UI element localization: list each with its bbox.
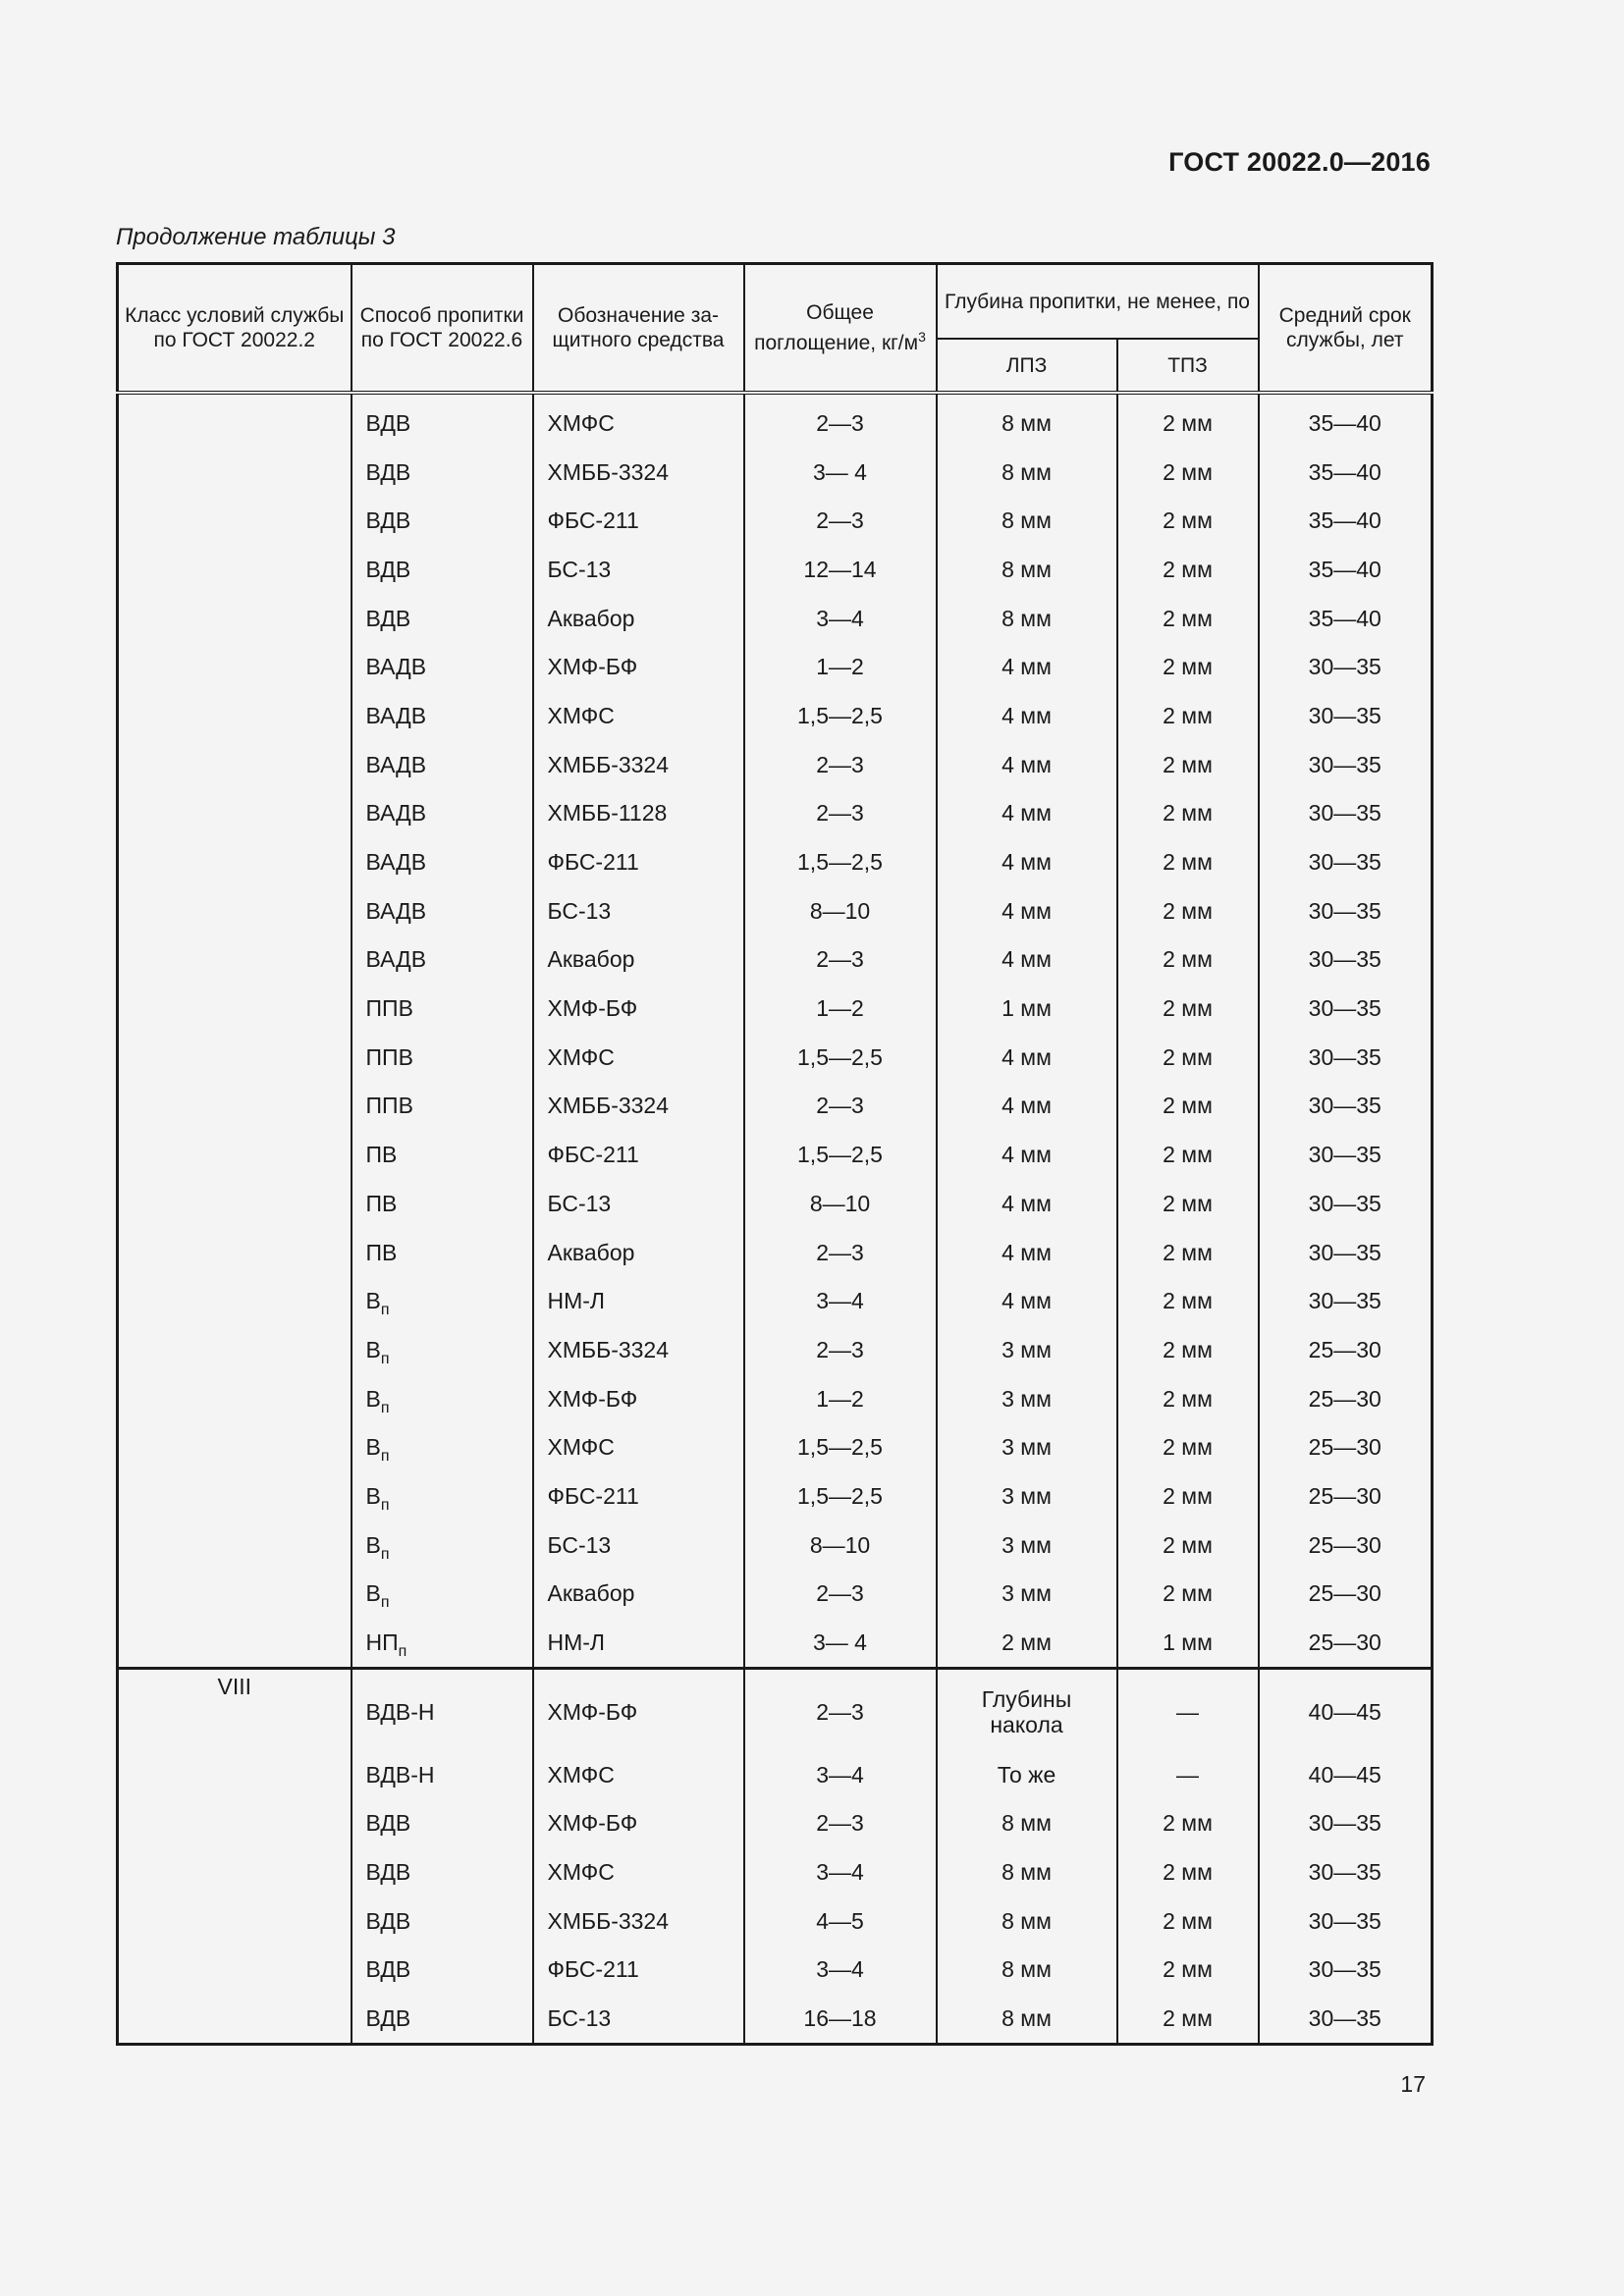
cell-absorption: 16—18 [744,1994,937,2044]
method-text: ВДВ [365,605,411,631]
cell-agent: ХМФС [533,1422,744,1471]
cell-agent: ФБС-211 [533,1471,744,1521]
method-text: ВДВ [365,1907,411,1934]
cell-method [352,1325,533,1374]
cell-class [118,393,352,1668]
cell-tpz: 2 мм [1117,1325,1259,1374]
cell-life: 30—35 [1259,1033,1433,1082]
cell-tpz: 2 мм [1117,740,1259,789]
cell-absorption: 2—3 [744,1082,937,1131]
cell-method [352,1082,533,1131]
cell-tpz: 2 мм [1117,1130,1259,1179]
method-text: В [365,1434,381,1461]
cell-lpz: 4 мм [937,1228,1117,1277]
cell-method [352,789,533,838]
cell-agent: ХМФС [533,1033,744,1082]
cell-tpz: — [1117,1668,1259,1750]
cell-method [352,1668,533,1750]
cell-agent: БС-13 [533,1521,744,1570]
method-text: ППВ [365,1093,413,1119]
cell-absorption: 1—2 [744,1374,937,1423]
cell-method [352,837,533,886]
table-caption: Продолжение таблицы 3 [116,224,396,250]
method-subscript: п [380,1448,390,1466]
cell-agent: ФБС-211 [533,837,744,886]
method-text: В [365,1531,381,1558]
cell-life: 30—35 [1259,1896,1433,1946]
table-row [118,1668,1433,1750]
cell-absorption: 2—3 [744,789,937,838]
cell-method [352,1130,533,1179]
cell-method [352,594,533,643]
cell-absorption: 1,5—2,5 [744,837,937,886]
cell-lpz: 4 мм [937,935,1117,985]
cell-lpz: 3 мм [937,1422,1117,1471]
cell-method [352,642,533,691]
cell-method [352,1422,533,1471]
cell-agent: НМ-Л [533,1276,744,1325]
method-subscript: п [380,1302,390,1319]
cell-agent: НМ-Л [533,1618,744,1668]
cell-tpz: 2 мм [1117,496,1259,545]
cell-agent: ХМББ-3324 [533,1082,744,1131]
method-text: ВДВ [365,409,411,436]
cell-tpz: 2 мм [1117,1521,1259,1570]
header-absorption-sup: 3 [918,329,926,345]
cell-agent: ХМББ-1128 [533,789,744,838]
cell-absorption: 1,5—2,5 [744,1033,937,1082]
cell-lpz: 3 мм [937,1471,1117,1521]
cell-life: 30—35 [1259,1799,1433,1848]
cell-tpz: 2 мм [1117,984,1259,1033]
cell-lpz: 8 мм [937,1994,1117,2044]
cell-tpz: 2 мм [1117,1471,1259,1521]
method-subscript: п [380,1594,390,1612]
cell-method [352,1033,533,1082]
cell-agent: ФБС-211 [533,1946,744,1995]
cell-method [352,740,533,789]
cell-agent: ХМББ-3324 [533,1325,744,1374]
method-text: ВДВ-Н [365,1761,435,1788]
method-text: ВАДВ [365,702,427,728]
cell-absorption: 2—3 [744,1228,937,1277]
cell-absorption: 8—10 [744,1521,937,1570]
cell-life: 30—35 [1259,1130,1433,1179]
cell-lpz: 4 мм [937,1130,1117,1179]
cell-life: 30—35 [1259,1228,1433,1277]
cell-life: 30—35 [1259,789,1433,838]
method-text: ППВ [365,1043,413,1070]
cell-agent: ХМФ-БФ [533,1799,744,1848]
header-life: Средний срок службы, лет [1259,264,1433,394]
cell-lpz: 8 мм [937,1946,1117,1995]
cell-method [352,1799,533,1848]
cell-tpz: 2 мм [1117,1033,1259,1082]
header-absorption-text: Общее поглощение, кг/м [754,301,919,354]
cell-absorption: 2—3 [744,1325,937,1374]
cell-method [352,1618,533,1668]
method-text: ВДВ [365,556,411,582]
cell-tpz: 2 мм [1117,1276,1259,1325]
method-text: ВДВ-Н [365,1698,435,1725]
cell-agent: ХМББ-3324 [533,1896,744,1946]
cell-lpz: 4 мм [937,642,1117,691]
cell-life: 30—35 [1259,886,1433,935]
header-lpz: ЛПЗ [937,339,1117,393]
cell-tpz: 2 мм [1117,642,1259,691]
treatment-table [116,262,1434,2046]
method-text: ВДВ [365,2005,411,2032]
table-header [118,264,1433,394]
method-text: ВАДВ [365,946,427,973]
cell-tpz: 2 мм [1117,1374,1259,1423]
cell-agent: БС-13 [533,545,744,594]
cell-life: 40—45 [1259,1668,1433,1750]
cell-life: 30—35 [1259,935,1433,985]
cell-lpz: 8 мм [937,1799,1117,1848]
cell-agent: ХМФ-БФ [533,984,744,1033]
cell-lpz: 8 мм [937,1847,1117,1896]
cell-lpz: 8 мм [937,448,1117,497]
cell-method [352,545,533,594]
cell-life: 30—35 [1259,837,1433,886]
cell-tpz: 2 мм [1117,1994,1259,2044]
cell-life: 25—30 [1259,1471,1433,1521]
cell-absorption: 1,5—2,5 [744,1471,937,1521]
cell-tpz: 2 мм [1117,1422,1259,1471]
header-depth: Глубина пропитки, не менее, по [937,264,1259,340]
cell-agent: Аквабор [533,594,744,643]
method-text: В [365,1385,381,1412]
cell-life: 25—30 [1259,1374,1433,1423]
cell-lpz: 8 мм [937,496,1117,545]
cell-absorption: 3— 4 [744,448,937,497]
cell-absorption: 2—3 [744,1570,937,1619]
method-text: ППВ [365,995,413,1022]
document-code: ГОСТ 20022.0—2016 [1168,147,1431,177]
method-text: ВАДВ [365,897,427,924]
cell-agent: ХМФ-БФ [533,642,744,691]
cell-absorption: 12—14 [744,545,937,594]
cell-agent: ФБС-211 [533,496,744,545]
cell-lpz: 4 мм [937,1276,1117,1325]
cell-tpz: 2 мм [1117,1946,1259,1995]
cell-method [352,1570,533,1619]
cell-life: 30—35 [1259,740,1433,789]
cell-lpz: 8 мм [937,1896,1117,1946]
cell-tpz: 2 мм [1117,691,1259,740]
cell-agent: БС-13 [533,1994,744,2044]
method-text: В [365,1288,381,1314]
page-number: 17 [1400,2071,1426,2097]
cell-tpz: 2 мм [1117,886,1259,935]
cell-agent: ХМББ-3324 [533,740,744,789]
header-absorption [744,264,937,394]
cell-life: 30—35 [1259,1082,1433,1131]
cell-method [352,1276,533,1325]
cell-lpz: 4 мм [937,1082,1117,1131]
cell-method [352,935,533,985]
cell-tpz: 2 мм [1117,1570,1259,1619]
cell-life: 35—40 [1259,496,1433,545]
cell-life: 25—30 [1259,1570,1433,1619]
cell-method [352,393,533,448]
cell-absorption: 8—10 [744,1179,937,1228]
method-text: ПВ [365,1142,398,1168]
cell-absorption: 2—3 [744,393,937,448]
method-text: ПВ [365,1190,398,1216]
method-subscript: п [380,1496,390,1514]
cell-lpz: 3 мм [937,1325,1117,1374]
cell-life: 30—35 [1259,984,1433,1033]
cell-method [352,984,533,1033]
cell-lpz: 8 мм [937,393,1117,448]
cell-agent: БС-13 [533,1179,744,1228]
cell-lpz: Глубины накола [937,1668,1117,1750]
table-group [118,393,1433,1668]
cell-method [352,1750,533,1799]
cell-absorption: 1,5—2,5 [744,1422,937,1471]
cell-tpz: 2 мм [1117,594,1259,643]
cell-absorption: 1,5—2,5 [744,691,937,740]
cell-agent: Аквабор [533,1570,744,1619]
cell-lpz: 1 мм [937,984,1117,1033]
cell-absorption: 1,5—2,5 [744,1130,937,1179]
method-text: ВДВ [365,1859,411,1886]
cell-tpz: 2 мм [1117,837,1259,886]
method-text: ВАДВ [365,654,427,680]
cell-life: 35—40 [1259,393,1433,448]
cell-tpz: 2 мм [1117,545,1259,594]
cell-life: 25—30 [1259,1618,1433,1668]
cell-method [352,1847,533,1896]
method-text: ВАДВ [365,849,427,876]
cell-lpz: 4 мм [937,1179,1117,1228]
cell-lpz: 4 мм [937,691,1117,740]
cell-life: 30—35 [1259,1946,1433,1995]
cell-absorption: 3— 4 [744,1618,937,1668]
cell-method [352,1994,533,2044]
cell-absorption: 3—4 [744,1847,937,1896]
method-text: ВДВ [365,458,411,485]
cell-tpz: 2 мм [1117,1228,1259,1277]
cell-tpz: 2 мм [1117,1179,1259,1228]
header-agent: Обозначение за-щитного средства [533,264,744,394]
cell-absorption: 2—3 [744,1799,937,1848]
method-text: ВДВ [365,1956,411,1983]
cell-agent: ХМФС [533,1847,744,1896]
cell-absorption: 3—4 [744,1946,937,1995]
cell-lpz: 8 мм [937,545,1117,594]
method-text: ВДВ [365,507,411,534]
cell-agent: БС-13 [533,886,744,935]
cell-agent: Аквабор [533,935,744,985]
method-text: В [365,1336,381,1362]
cell-lpz: 3 мм [937,1521,1117,1570]
method-text: ВАДВ [365,800,427,827]
method-text: ВАДВ [365,751,427,777]
cell-life: 30—35 [1259,642,1433,691]
cell-absorption: 2—3 [744,935,937,985]
cell-method [352,1374,533,1423]
method-subscript: п [398,1643,407,1661]
cell-life: 30—35 [1259,1994,1433,2044]
header-class: Класс условий службы по ГОСТ 20022.2 [118,264,352,394]
cell-method [352,886,533,935]
cell-tpz: 2 мм [1117,1847,1259,1896]
cell-lpz: 4 мм [937,837,1117,886]
table-group [118,1668,1433,2044]
cell-life: 30—35 [1259,691,1433,740]
cell-tpz: 2 мм [1117,1896,1259,1946]
cell-method [352,1179,533,1228]
cell-method [352,1946,533,1995]
method-subscript: п [380,1399,390,1416]
table-row [118,393,1433,448]
method-subscript: п [380,1545,390,1563]
cell-agent: ХМББ-3324 [533,448,744,497]
cell-tpz: 2 мм [1117,935,1259,985]
cell-life: 40—45 [1259,1750,1433,1799]
cell-class: VIII [118,1668,352,2044]
cell-life: 25—30 [1259,1422,1433,1471]
cell-life: 25—30 [1259,1521,1433,1570]
cell-method [352,1896,533,1946]
cell-agent: ХМФ-БФ [533,1374,744,1423]
cell-life: 35—40 [1259,448,1433,497]
cell-tpz: — [1117,1750,1259,1799]
cell-tpz: 2 мм [1117,448,1259,497]
cell-method [352,1471,533,1521]
header-method: Способ пропитки по ГОСТ 20022.6 [352,264,533,394]
cell-lpz: 4 мм [937,789,1117,838]
cell-agent: ХМФС [533,393,744,448]
cell-lpz: 3 мм [937,1374,1117,1423]
cell-life: 25—30 [1259,1325,1433,1374]
cell-lpz: 2 мм [937,1618,1117,1668]
cell-tpz: 2 мм [1117,1082,1259,1131]
cell-agent: ХМФ-БФ [533,1668,744,1750]
cell-life: 30—35 [1259,1847,1433,1896]
cell-tpz: 1 мм [1117,1618,1259,1668]
cell-absorption: 2—3 [744,740,937,789]
method-text: В [365,1580,381,1607]
cell-agent: ХМФС [533,1750,744,1799]
cell-lpz: То же [937,1750,1117,1799]
cell-absorption: 2—3 [744,496,937,545]
method-text: ВДВ [365,1810,411,1837]
cell-absorption: 3—4 [744,1750,937,1799]
cell-lpz: 4 мм [937,886,1117,935]
method-text: ПВ [365,1239,398,1265]
cell-method [352,448,533,497]
cell-life: 30—35 [1259,1276,1433,1325]
cell-absorption: 4—5 [744,1896,937,1946]
cell-lpz: 4 мм [937,740,1117,789]
method-text: В [365,1482,381,1509]
method-text: НП [365,1629,399,1656]
cell-absorption: 1—2 [744,642,937,691]
cell-absorption: 1—2 [744,984,937,1033]
cell-lpz: 8 мм [937,594,1117,643]
cell-tpz: 2 мм [1117,789,1259,838]
header-tpz: ТПЗ [1117,339,1259,393]
cell-life: 35—40 [1259,594,1433,643]
cell-lpz: 3 мм [937,1570,1117,1619]
method-subscript: п [380,1350,390,1367]
cell-absorption: 8—10 [744,886,937,935]
cell-absorption: 2—3 [744,1668,937,1750]
cell-method [352,496,533,545]
cell-tpz: 2 мм [1117,1799,1259,1848]
cell-agent: ФБС-211 [533,1130,744,1179]
cell-tpz: 2 мм [1117,393,1259,448]
cell-method [352,691,533,740]
cell-method [352,1521,533,1570]
cell-life: 35—40 [1259,545,1433,594]
cell-method [352,1228,533,1277]
cell-agent: ХМФС [533,691,744,740]
cell-absorption: 3—4 [744,1276,937,1325]
cell-life: 30—35 [1259,1179,1433,1228]
cell-absorption: 3—4 [744,594,937,643]
cell-lpz: 4 мм [937,1033,1117,1082]
cell-agent: Аквабор [533,1228,744,1277]
